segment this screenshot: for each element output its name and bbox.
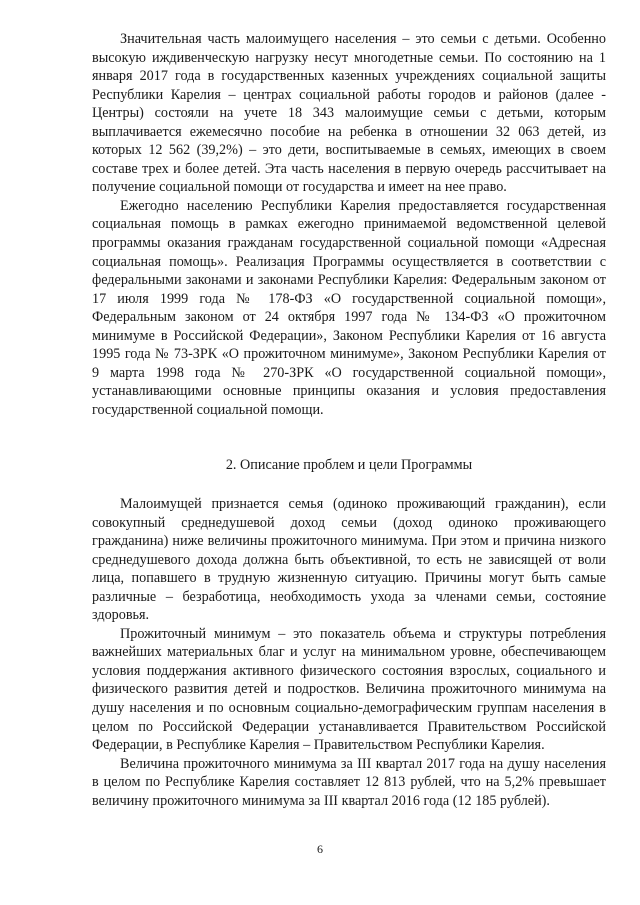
paragraph-subsistence-minimum: Прожиточный минимум – это показатель объема и структуры потребления важнейших материальных благ и услуг на минимальном уровне, обеспечивающем условия поддержания активного физического состояния взрослых, социального и физического развития детей и подростков. Величина прожиточного минимума на душу населения и по основным социально-демографическим группам населения в целом по Российской Федерации устанавливается Правительством Российской Федерации, в Республике Карелия – Правительством Республики Карелия.: [92, 625, 606, 754]
paragraph-low-income-families: Значительная часть малоимущего населения – это семьи с детьми. Особенно высокую иждивенческую нагрузку несут многодетные семьи. По состоянию на 1 января 2017 года в государственных казенных учреждениях социальной защиты Республики Карелия – центрах социальной работы городов и районов (далее - Центры) состояли на учете 18 343 малоимущие семьи с детьми, которым выплачивается ежемесячно пособие на ребенка в отношении 32 063 детей, из которых 12 562 (39,2%) – это дети, воспитываемые в семьях, имеющих в своем составе трех и более детей. Эта часть населения в первую очередь рассчитывает на получение социальной помощи от государства и имеет на нее право.: [92, 31, 606, 196]
paragraph-state-social-assistance: Ежегодно населению Республики Карелия предоставляется государственная социальная помощь в рамках ежегодно принимаемой ведомственной целевой программы оказания гражданам государственной социальной помощи «Адресная социальная помощь». Реализация Программы осуществляется в соответствии с федеральными законами и законами Республики Карелия: Федеральным законом от 17 июля 1999 года № 178-ФЗ «О государственной социальной помощи», Федеральным законом от 24 октября 1997 года № 134-ФЗ «О прожиточном минимуме в Российской Федерации», Законом Республики Карелия от 16 августа 1995 года № 73-ЗРК «О прожиточном минимуме», Законом Республики Карелия от 9 марта 1998 года № 270-ЗРК «О государственной социальной помощи», устанавливающими основные принципы оказания и условия предоставления государственной социальной помощи.: [92, 197, 606, 418]
intro-text-block: [92, 30, 606, 419]
section-text-block: [92, 495, 606, 810]
paragraph-subsistence-value: Величина прожиточного минимума за III квартал 2017 года на душу населения в целом по Республике Карелия составляет 12 813 рублей, что на 5,2% превышает величину прожиточного минимума за III квартал 2016 года (12 185 рублей).: [92, 755, 606, 809]
page-number: 6: [317, 842, 323, 856]
paragraph-low-income-definition: Малоимущей признается семья (одиноко проживающий гражданин), если совокупный среднедушевой доход семьи (доход одиноко проживающего гражданина) ниже величины прожиточного минимума. При этом и причина низкого среднедушевого дохода должна быть объективной, то есть не зависящей от воли лица, попавшего в трудную жизненную ситуацию. Причины могут быть самые различные – безработица, необходимость ухода за членами семьи, состояние здоровья.: [92, 496, 606, 624]
section-heading: 2. Описание проблем и цели Программы: [225, 457, 473, 473]
